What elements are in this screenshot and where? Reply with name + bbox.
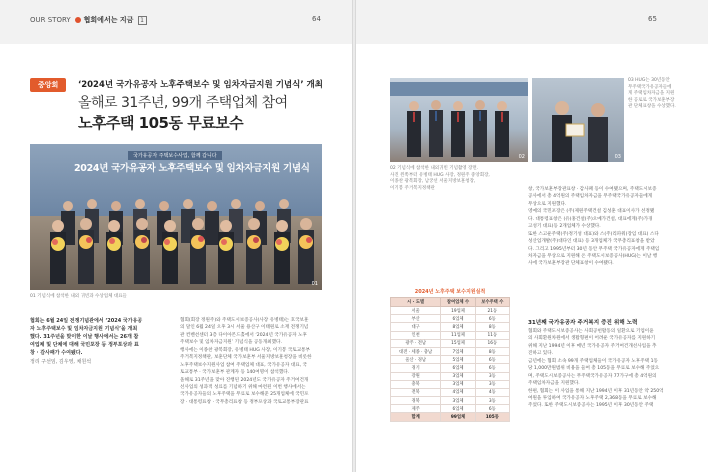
body-column-2 [528,186,678,268]
region-cell: 제주 [391,405,441,413]
company-count-cell: 4업체 [441,388,475,396]
company-count-cell: 7업체 [441,347,475,355]
house-count-cell: 3동 [475,380,509,388]
text-line: 당 1,000만원범위 비용을 들여 총 105동을 무료로 보수해 주었으 [528,366,660,372]
house-count-cell: 11동 [475,331,509,339]
region-cell: 경북 [391,397,441,405]
caption-line: 관 단체표창을 수상했다. [628,104,676,110]
lead-line: 창 · 감사패가 수여됐다. [30,350,83,356]
text-line: 의 사회환원차원에서 생활형편이 어려운 국가유공자를 지원하기 [528,336,656,342]
section-label [30,15,147,25]
table-row [391,364,510,372]
company-count-cell: 8업체 [441,323,475,331]
text-line: 또한 스고운주택(주)정기성 대표)와 스(주)리파워(장임 대표) 스다 [528,231,659,237]
text-line: 한편, 협회는 이 사업을 통해 지난 1994년 이후 31년동안 약 250억 [528,388,664,394]
text-line: 금년에는 협회 소속 99개 주택업체들이 국가유공자 노후주택 1동 [528,358,658,364]
company-count-cell: 11업체 [441,331,475,339]
caption-line: 이종찬 광복회장, 남궁선 서울지방보훈청장, [390,179,476,185]
category-badge: 중앙회 [30,78,66,92]
vip-photo [390,78,528,162]
section-number: 1 [138,16,147,25]
text-line: 노후주택보수지원사업 참여 주택업체 대표, 국가유공자 대표, 국 [180,362,308,368]
table-row [391,380,510,388]
lead-line: 협회는 6월 24일 전쟁기념관에서 ‘2024 국가유공 [30,318,143,324]
headline-line-2: 노후주택 105동 무료보수 [78,114,244,132]
table-row [391,347,510,355]
table-header-row [391,298,510,307]
region-cell: 서울 [391,307,441,315]
text-line: 토교통부 · 국가보훈부 관계자 등 140여명이 참석했다. [180,370,290,376]
house-count-cell: 6동 [475,405,509,413]
text-line: 올해로 31주년을 맞아 진행된 2024년도 국가유공자 주거여건개 [180,377,309,383]
company-count-cell: 3업체 [441,380,475,388]
company-count-cell: 6업체 [441,315,475,323]
text-line: 무상으로 지원했다. [528,201,567,207]
table-row [391,315,510,323]
caption-line: 02 기념식에 참석한 내외귀빈 기념촬영 장면. [390,166,479,171]
house-count-cell: 8동 [475,323,509,331]
photo-caption-3 [628,78,698,111]
text-line: 영예의 국민포장은 (주)제원주택건설 김성훈 대표이사가 선정됐 [528,209,655,215]
table-row [391,397,510,405]
total-company-cell: 99업체 [441,413,475,421]
company-count-cell: 3업체 [441,397,475,405]
table-row [391,331,510,339]
text-line: 장 · 대통령표창 · 국무총리표창 등 정부포상과 국토교통부장관표 [180,399,309,405]
column-header: 시 · 도별 [391,298,441,307]
bullet-icon [75,17,81,23]
table-total-row [391,413,510,421]
house-count-cell: 6동 [475,315,509,323]
table-row [391,323,510,331]
house-count-cell: 21동 [475,307,509,315]
house-count-cell: 4동 [475,388,509,396]
page-number-right: 65 [648,15,657,23]
text-line: 성산업개발(주)대다인 대표) 등 3개업체가 국무총리표창을 받았 [528,239,655,245]
text-line: 협회와 주택도시보증공사는 사회공헌활동의 일환으로 기업이윤 [528,329,654,334]
table-row [391,307,510,315]
body-column-3 [528,328,678,410]
caption-line: 한 공로로 국가보훈부장 [628,97,675,103]
award-photo [532,78,624,162]
banner-subtitle: 국가유공자 주택보수사업, 함께 갑니다 [128,151,222,160]
group-photo [30,144,322,290]
region-cell: 울산 · 경남 [391,356,441,364]
company-count-cell: 19업체 [441,307,475,315]
total-label-cell: 합계 [391,413,441,421]
page-number-left: 64 [312,15,321,23]
company-count-cell: 6업체 [441,364,475,372]
text-line: 진하고 있다. [528,351,554,357]
company-count-cell: 5업체 [441,356,475,364]
text-line: 사에 국가보훈부장관 단체표창이 수여됐다. [528,261,614,267]
housing-support-table [390,297,510,422]
text-line: 고성기 대표)등 2개업체가 수상했다. [528,224,601,230]
photo-number: 01 [311,281,318,287]
text-line: 차자금을 무상으로 지원해 온 주택도시보증공사(HUG)는 이날 행 [528,253,658,259]
text-line: 주거복지정책관, 보훈단체 국가보훈부 서울지방보훈청장을 비롯한 [180,355,312,361]
vip-people [390,78,528,162]
region-cell: 부산 [391,315,441,323]
photo-number-3: 03 [614,154,621,160]
house-count-cell: 3동 [475,372,509,380]
column-header: 참여업체 수 [441,298,475,307]
text-line: 창, 국가보훈부장관표창 · 감사패 등이 수여됐으며, 주택도시보증 [528,187,657,192]
text-line: 국가유공자들의 노후주택을 무료로 보수해준 25개업체에 국민포 [180,392,309,398]
caption-line: 사진 왼쪽부터 유병태 HUG 사장, 정원주 중앙회장, [390,172,490,178]
text-line: 주택보수 및 임차자금지원’ 기념식을 공동개최했다. [180,340,282,346]
text-line: 며, 주택도시보증공사는 무주택국가유공자 77가구에 총 4억원의 [528,373,657,379]
text-line: 의 달인 6월 24일 오후 3시 서울 용산구 이태원로 소재 전쟁기념 [180,325,309,331]
text-line: 주었다. 또한 주택도시보증공사는 1995년 이후 30년동안 주택 [528,403,654,409]
table-row [391,372,510,380]
table-row [391,339,510,347]
table-row [391,388,510,396]
left-page [0,0,352,472]
region-cell: 대구 [391,323,441,331]
page-header-right [356,0,708,44]
lead-line: 했다. 31주년을 맞이한 이날 행사에서는 26개 참 [30,334,139,340]
house-count-cell: 16동 [475,339,509,347]
reporter-credit: 정리 구선임, 김우영, 채원석 [30,359,92,365]
column-header: 보수주택 수 [475,298,509,307]
banner-title: 2024년 국가유공자 노후주택보수 및 임차자금지원 기념식 [74,163,310,174]
section-name: OUR STORY [30,16,71,24]
table-title: 2024년 노후주택 보수지원실적 [414,289,486,295]
region-cell: 경기 [391,364,441,372]
total-house-cell: 105동 [475,413,509,421]
house-count-cell: 8동 [475,347,509,355]
house-count-cell: 6동 [475,356,509,364]
text-line: 공사에서 총 4억원의 주택임차자금을 무주택국가유공자들에게 [528,194,653,200]
caption-line: 게 주택임차자금을 지원 [628,91,675,97]
region-cell: 전북 [391,388,441,396]
text-line: 주택임차자금을 지원했다. [528,381,580,387]
text-line: 관 컨벤션센터 3층 다이아몬드홀에서 ‘2024년 국가유공자 노후 [180,332,307,338]
photo-caption-2 [390,166,530,192]
lead-line: 여업체 및 단체에 대해 국민포장 등 정부포상과 표 [30,342,139,348]
table-row [391,356,510,364]
text-line: 여원을 투입하여 국가유공자 노후주택 2,368동을 무료로 보수해 [528,395,657,401]
section-subhead: 31년째 국가유공자 주거복지 증진 위해 노력 [528,320,638,326]
section-subtitle: 협회에서는 지금 [83,16,134,24]
text-line: 선사업의 성과적 성료를 기념하기 위해 마련된 이번 행사에서는 [180,384,306,390]
caption-line: 03 HUG는 30년동안 [628,78,670,83]
region-cell: 광주 · 전남 [391,339,441,347]
text-line: 다. 대통령표창은 (유)홍건설(주)오메가건설, 대표에게(주)가경 [528,216,653,222]
lead-paragraph [30,317,170,366]
region-cell: 강원 [391,372,441,380]
company-count-cell: 6업체 [441,405,475,413]
caption-line: 무주택국가유공자들에 [628,84,672,90]
region-cell: 충북 [391,380,441,388]
text-line: 위해 지난 1994년 이후 매년 국가유공자 주거여건개선사업을 추 [528,343,657,349]
people-illustration [30,144,322,290]
award-people [532,78,624,162]
company-count-cell: 15업체 [441,339,475,347]
headline-line-1: 올해로 31주년, 99개 주택업체 참여 [78,95,288,111]
caption-line: 이기봉 주거복지정책관 [390,185,435,191]
text-line: 다. 그리고 1995년부터 30년 동안 무주택 국가유공자에게 주택임 [528,246,660,252]
table-row [391,405,510,413]
region-cell: 인천 [391,331,441,339]
house-count-cell: 6동 [475,364,509,372]
page-header [0,0,352,44]
lead-line: 자 노후주택보수 및 임차자금지원 기념식’을 개최 [30,326,138,332]
company-count-cell: 3업체 [441,372,475,380]
photo-caption-1: 01 기념식에 참석한 내외 귀빈과 수상업체 대표들 [30,294,127,299]
text-line: 협회(회장 정원주)와 주택도시보증공사(사장 유병태)는 호국보훈 [180,318,309,323]
text-line: 행사에는 이종찬 광복회장, 유병태 HUG 사장, 이기봉 국토교통부 [180,347,311,353]
region-cell: 대전 · 세종 · 충남 [391,347,441,355]
article-kicker: ‘2024년 국가유공자 노후주택보수 및 임차자금지원 기념식’ 개최 [78,80,323,90]
photo-number-2: 02 [518,154,525,160]
house-count-cell: 3동 [475,397,509,405]
body-column-1 [180,317,330,406]
